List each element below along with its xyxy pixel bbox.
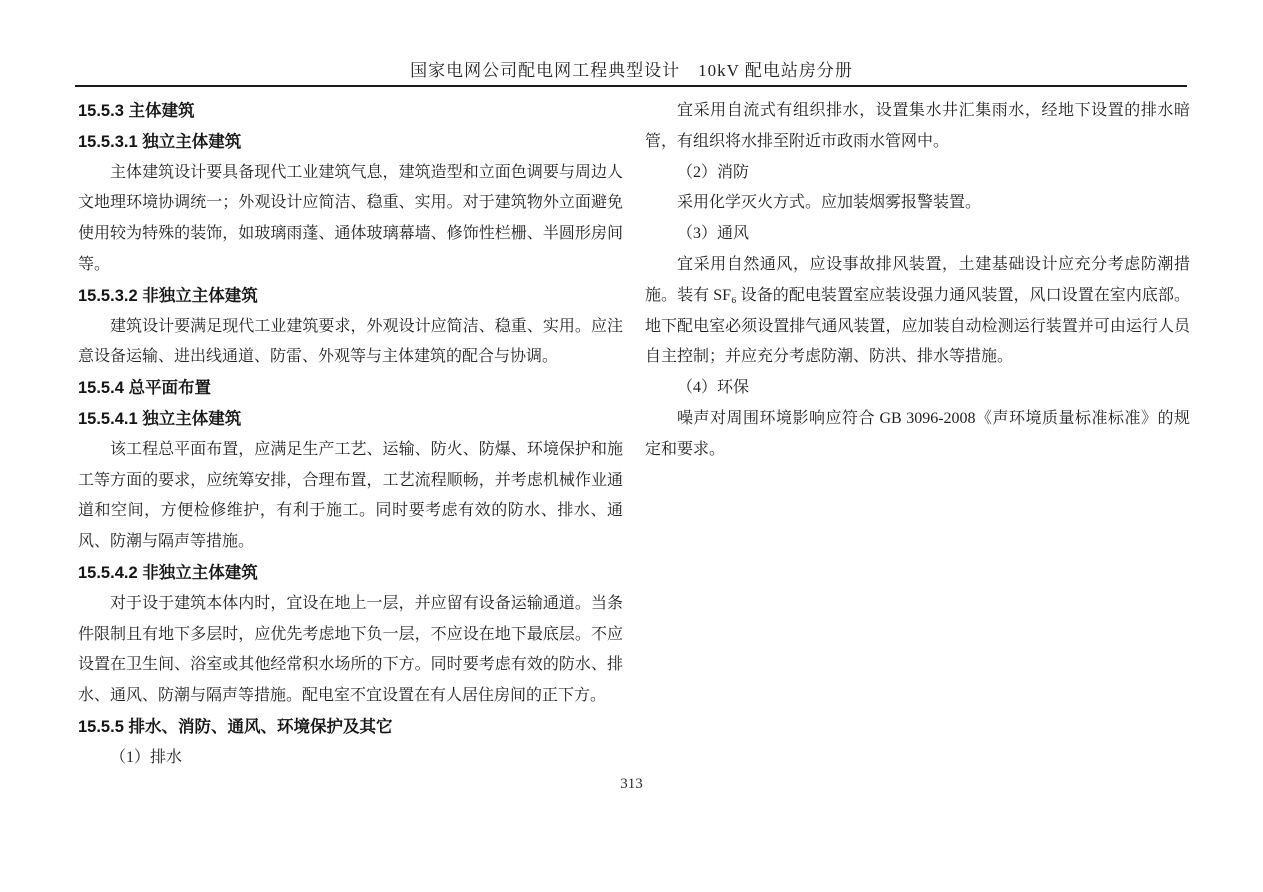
right-column [645, 96, 1190, 466]
section-heading-15-5-4: 15.5.4 总平面布置 [78, 379, 211, 398]
section-heading-15-5-4-2: 15.5.4.2 非独立主体建筑 [78, 563, 258, 582]
section-heading-15-5-3: 15.5.3 主体建筑 [78, 102, 195, 120]
list-item-4-environment: （4）环保 [677, 379, 750, 397]
list-item-1-drainage: （1）排水 [110, 748, 183, 766]
body-paragraph: 宜采用自流式有组织排水，设置集水井汇集雨水，经地下设置的排水暗管，有组织将水排至附近市政雨水管网中。 [645, 102, 1190, 150]
body-paragraph: 噪声对周围环境影响应符合 GB 3096-2008《声环境质量标准标准》的规定和要求。 [645, 409, 1190, 458]
running-header-title: 国家电网公司配电网工程典型设计 10kV 配电站房分册 [410, 61, 853, 80]
section-heading-15-5-4-1: 15.5.4.1 独立主体建筑 [78, 409, 242, 428]
section-heading-15-5-3-1: 15.5.3.1 独立主体建筑 [78, 132, 242, 151]
list-item-2-fire: （2）消防 [677, 163, 750, 181]
page-number: 313 [620, 776, 643, 792]
section-heading-15-5-3-2: 15.5.3.2 非独立主体建筑 [78, 286, 258, 305]
section-heading-15-5-5: 15.5.5 排水、消防、通风、环境保护及其它 [78, 717, 393, 736]
body-paragraph: 宜采用自然通风，应设事故排风装置，土建基础设计应充分考虑防潮措施。装有 SF₆ 设备的配电装置室应装设强力通风装置，风口设置在室内底部。地下配电室必须设置排气通风装置，应加装自动检测运行装置并可由运行人员自主控制；并应充分考虑防潮、防洪、排水等措施。 [645, 255, 1190, 366]
body-paragraph: 采用化学灭火方式。应加装烟雾报警装置。 [677, 194, 982, 212]
header-rule [75, 85, 1187, 87]
body-paragraph: 对于设于建筑本体内时，宜设在地上一层，并应留有设备运输通道。当条件限制且有地下多层时，应优先考虑地下负一层，不应设在地下最底层。不应设置在卫生间、浴室或其他经常积水场所的下方。同时要考虑有效的防水、排水、通风、防潮与隔声等措施。配电室不宜设置在有人居住房间的正下方。 [78, 594, 623, 705]
left-column [78, 96, 623, 774]
body-paragraph: 建筑设计要满足现代工业建筑要求，外观设计应简洁、稳重、实用。应注意设备运输、进出线通道、防雷、外观等与主体建筑的配合与协调。 [78, 317, 623, 366]
body-paragraph: 该工程总平面布置，应满足生产工艺、运输、防火、防爆、环境保护和施工等方面的要求，应统筹安排，合理布置，工艺流程顺畅，并考虑机械作业通道和空间，方便检修维护，有利于施工。同时要考虑有效的防水、排水、通风、防潮与隔声等措施。 [78, 440, 623, 551]
body-paragraph: 主体建筑设计要具备现代工业建筑气息，建筑造型和立面色调要与周边人文地理环境协调统一；外观设计应简洁、稳重、实用。对于建筑物外立面避免使用较为特殊的装饰，如玻璃雨蓬、通体玻璃幕墙、修饰性栏栅、半圆形房间等。 [78, 163, 623, 273]
list-item-3-ventilation: （3）通风 [677, 225, 750, 243]
